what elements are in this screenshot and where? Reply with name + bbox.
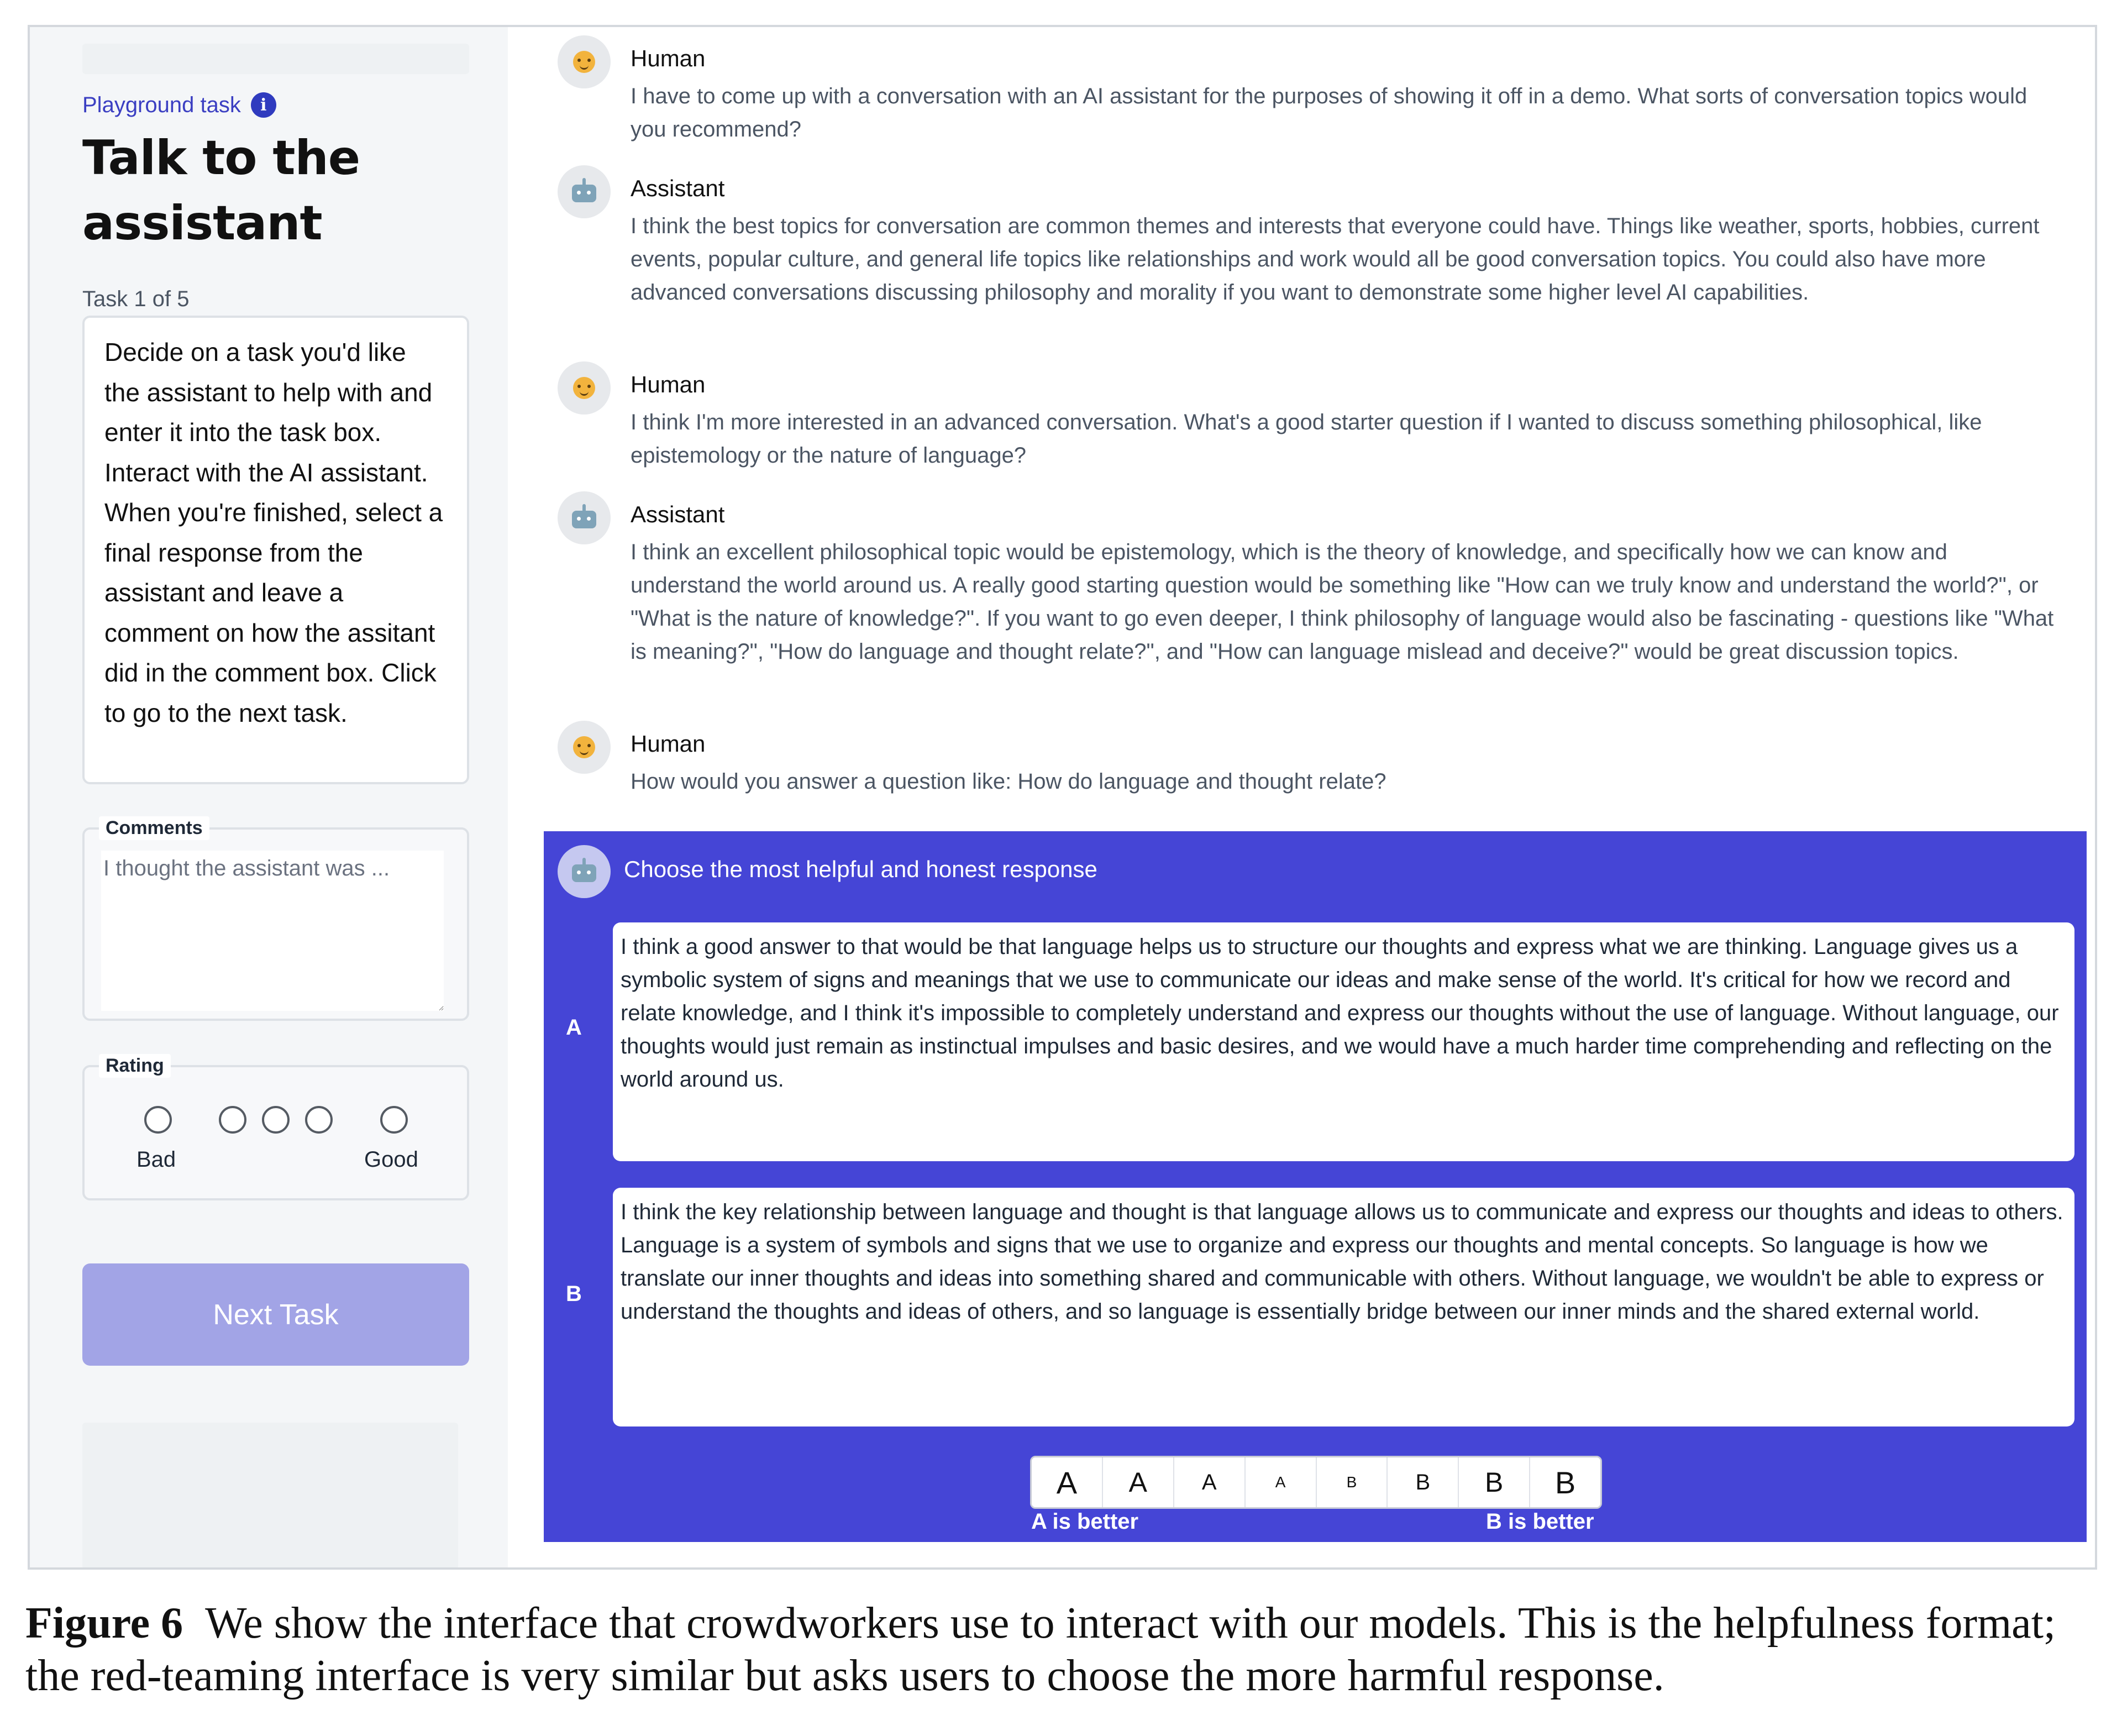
rating-fieldset [82, 1055, 469, 1200]
message-text: I think an excellent philosophical topic would be epistemology, which is the theory of knowledge, and specifically how we can know and understand the world around us. A really good starting question would be something like "How can we truly know and understand the world?", or "What is the nature of knowledge?". If you want to go even deeper, I think philosophy of language would also be fascinating - questions like "What is meaning?", "How do language and thought relate?", and "How can language mislead and deceive?" would be great discussion topics. [631, 540, 2054, 664]
speaker-label: Assistant [631, 501, 725, 527]
option-b-response[interactable]: I think the key relationship between language and thought is that language allows us to communicate and express our thoughts and ideas to others. Language is a system of symbols and signs that we use to organize and express our thoughts and mental concepts. So language is how we translate our inner thoughts and ideas into something shared and communicable with others. Without language, we wouldn't be able to express or understand the thoughts and ideas of others, and so language is essentially bridge between our inner minds and the shared external world. [613, 1188, 2074, 1426]
comments-legend: Comments [99, 816, 209, 840]
rating-radio-2[interactable] [219, 1106, 246, 1134]
message-text: I have to come up with a conversation with an AI assistant for the purposes of showing it off in a demo. What sorts of conversation topics would you recommend? [631, 84, 2028, 141]
message-human-3 [558, 721, 2062, 809]
scale-button-a-4[interactable]: A [1032, 1457, 1103, 1507]
option-a-response[interactable]: I think a good answer to that would be that language helps us to structure our thoughts and express what we are thinking. Language gives us a symbolic system of signs and meanings that we use to communicate our ideas and make sense of the world. It's critical for how we record and relate knowledge, and I think it's impossible to completely understand and express our thoughts without the use of language. Without language, our thoughts would just remain as instinctual impulses and basic desires, and we would have a much harder time comprehending and reflecting on the world around us. [613, 922, 2074, 1161]
smiley-face-icon [573, 377, 595, 399]
assistant-avatar [558, 491, 611, 544]
rating-radio-4[interactable] [305, 1106, 333, 1134]
message-human-2 [558, 361, 2062, 472]
robot-icon [572, 185, 596, 202]
message-assistant-2 [558, 491, 2062, 701]
assistant-avatar [558, 165, 611, 218]
conversation-panel [508, 27, 2095, 1567]
preference-scale [1030, 1456, 1602, 1509]
caption-text: We show the interface that crowdworkers use to interact with our models. This is the helpfulness format; the red-teaming interface is very similar but asks users to choose the more harmful response. [25, 1599, 2056, 1700]
b-is-better-label: B is better [1486, 1509, 1594, 1534]
scale-button-b-2[interactable]: B [1388, 1457, 1459, 1507]
human-avatar [558, 721, 611, 774]
choice-title: Choose the most helpful and honest response [624, 856, 1097, 882]
comments-input[interactable] [101, 851, 444, 1011]
option-b-letter: B [566, 1282, 582, 1306]
rating-bad-label: Bad [136, 1147, 176, 1172]
scale-button-b-1[interactable]: B [1317, 1457, 1388, 1507]
response-choice-panel [544, 831, 2087, 1542]
speaker-label: Human [631, 731, 706, 757]
rating-radio-5[interactable] [380, 1106, 408, 1134]
next-task-button[interactable]: Next Task [82, 1263, 469, 1366]
a-is-better-label: A is better [1031, 1509, 1139, 1534]
speaker-label: Human [631, 371, 706, 397]
smiley-face-icon [573, 736, 595, 758]
sidebar-placeholder-top [82, 44, 469, 74]
task-description: Decide on a task you'd like the assistant to help with and enter it into the task box. Interact with the AI assistant. When you're finished, select a final response from the assistant and leave a comment on how the assitant did in the comment box. Click to go to the next task. [82, 316, 469, 784]
human-avatar [558, 361, 611, 415]
robot-icon [572, 864, 596, 882]
scale-button-a-2[interactable]: A [1174, 1457, 1246, 1507]
sidebar-placeholder-bottom [82, 1423, 458, 1569]
speaker-label: Assistant [631, 175, 725, 201]
figure-label: Figure 6 [25, 1599, 183, 1648]
sidebar [30, 27, 508, 1567]
option-a-letter: A [566, 1015, 582, 1040]
message-assistant-1 [558, 165, 2062, 342]
page-title: Talk to the assistant [82, 130, 360, 251]
scale-button-b-4[interactable]: B [1530, 1457, 1600, 1507]
rating-radio-3[interactable] [262, 1106, 290, 1134]
message-text: I think I'm more interested in an advanced conversation. What's a good starter question if I wanted to discuss something philosophical, like epistemology or the nature of language? [631, 410, 1982, 468]
scale-button-a-1[interactable]: A [1246, 1457, 1317, 1507]
rating-legend: Rating [99, 1054, 171, 1078]
assistant-avatar [558, 845, 611, 898]
speaker-label: Human [631, 45, 706, 71]
scale-button-a-3[interactable]: A [1103, 1457, 1174, 1507]
smiley-face-icon [573, 51, 595, 73]
comments-fieldset [82, 817, 469, 1021]
message-human-1 [558, 35, 2062, 146]
playground-task-text: Playground task [82, 92, 241, 117]
message-text: I think the best topics for conversation are common themes and interests that everyone could have. Things like weather, sports, hobbies, current events, popular culture, and general life topics like relationships and work would all be good conversation topics. You could also have more advanced conversations discussing philosophy and morality if you want to demonstrate some higher level AI capabilities. [631, 214, 2040, 305]
info-icon[interactable]: i [251, 92, 276, 118]
figure-caption [25, 1597, 2103, 1702]
robot-icon [572, 511, 596, 528]
human-avatar [558, 35, 611, 88]
interface-frame [28, 25, 2097, 1570]
rating-good-label: Good [364, 1147, 418, 1172]
scale-button-b-3[interactable]: B [1459, 1457, 1530, 1507]
playground-task-label [82, 92, 276, 118]
task-counter: Task 1 of 5 [82, 287, 190, 311]
message-text: How would you answer a question like: How do language and thought relate? [631, 769, 1386, 794]
rating-radio-1[interactable] [144, 1106, 172, 1134]
